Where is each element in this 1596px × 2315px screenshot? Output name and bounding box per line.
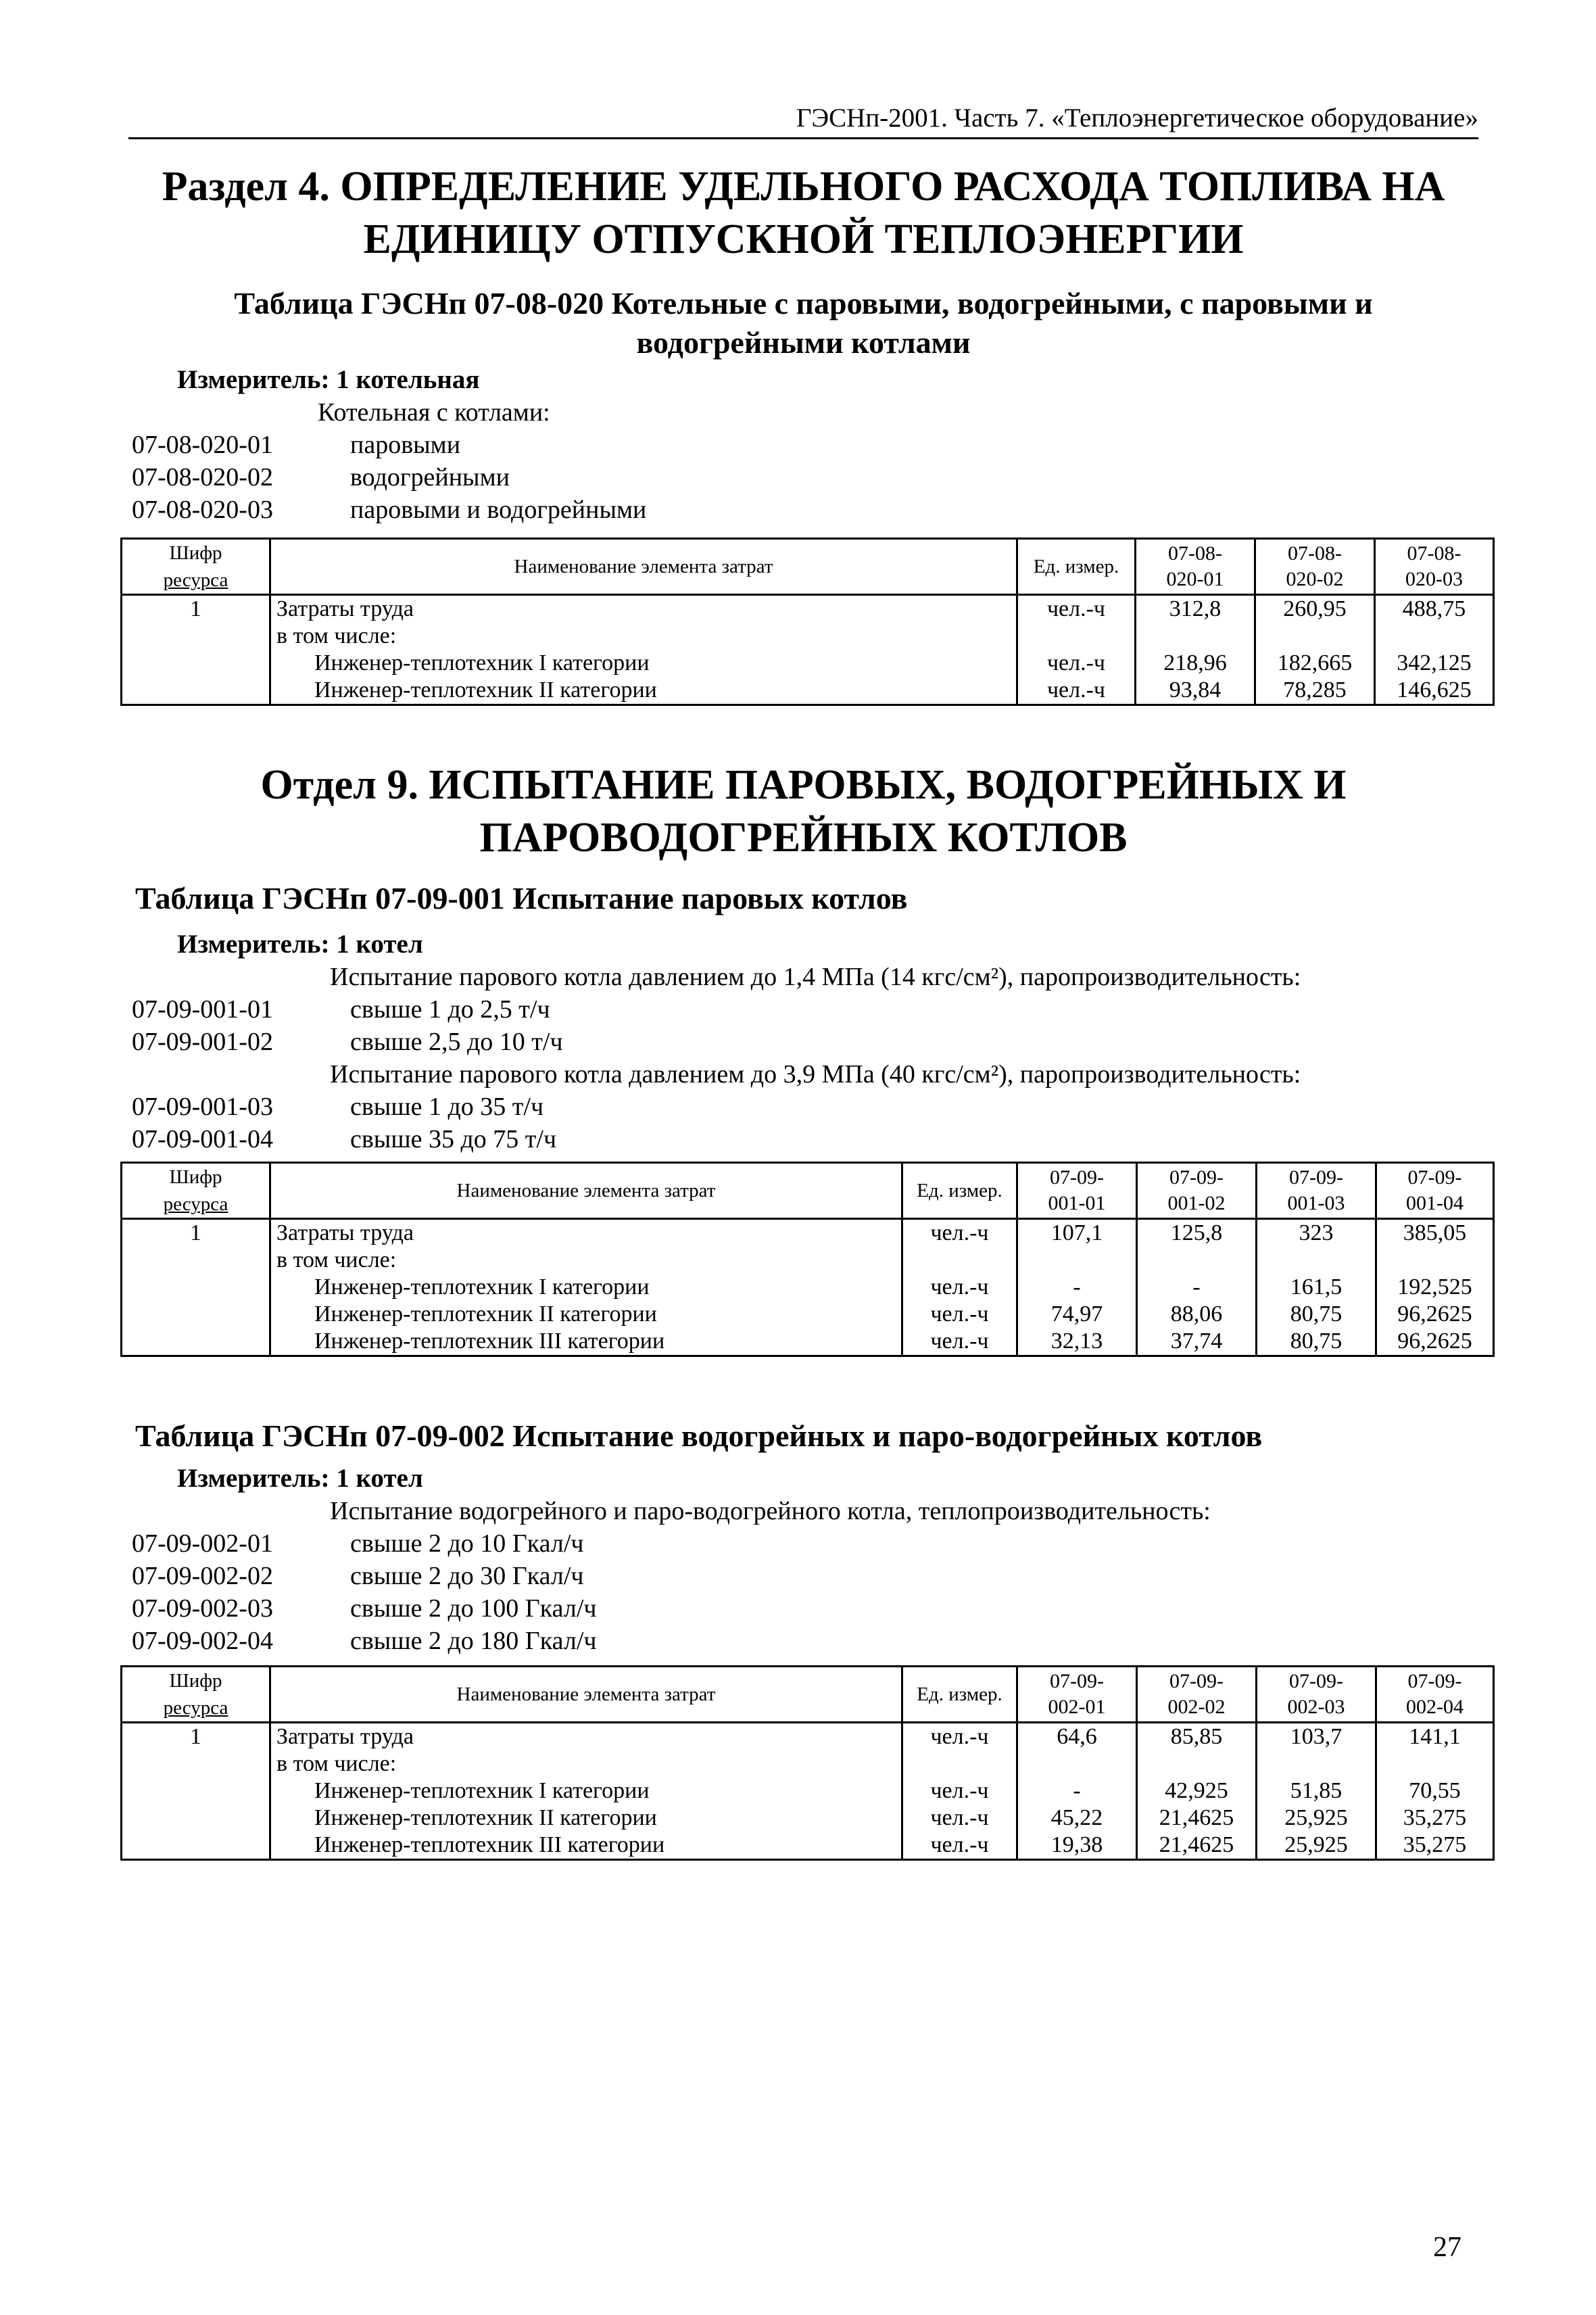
unit-cell: чел.-ч <box>902 1274 1017 1301</box>
value-cell: 218,96 <box>1136 650 1255 677</box>
value-cell: 25,925 <box>1257 1832 1376 1860</box>
value-cell: 64,6 <box>1017 1723 1137 1751</box>
value-cell: 45,22 <box>1017 1805 1137 1832</box>
value-cell: - <box>1017 1274 1137 1301</box>
name-header: Наименование элемента затрат <box>270 1163 902 1219</box>
value-cell: 35,275 <box>1376 1832 1494 1860</box>
table3-item-desc: свыше 2 до 180 Гкал/ч <box>350 1627 597 1655</box>
code-header: 07-09- 002-01 <box>1017 1667 1137 1723</box>
code-header: 07-09- 002-04 <box>1376 1667 1494 1723</box>
res-cell <box>122 1832 270 1860</box>
table3-item-desc: свыше 2 до 100 Гкал/ч <box>350 1594 597 1623</box>
unit-cell: чел.-ч <box>902 1805 1017 1832</box>
name-cell: Инженер-теплотехник I категории <box>270 1274 902 1301</box>
value-cell: 107,1 <box>1017 1219 1137 1247</box>
table1-item-desc: паровыми <box>350 431 461 459</box>
res-cell <box>122 1777 270 1805</box>
value-cell: 78,285 <box>1255 677 1375 705</box>
unit-cell: чел.-ч <box>902 1301 1017 1328</box>
value-cell: 260,95 <box>1255 595 1375 623</box>
table-header-row <box>122 1667 1494 1723</box>
unit-header: Ед. измер. <box>902 1163 1017 1219</box>
value-cell <box>1255 623 1375 650</box>
res-header: Шифр ресурса <box>122 1667 270 1723</box>
table-row <box>122 677 1494 705</box>
value-cell: 342,125 <box>1375 650 1494 677</box>
running-head-rule <box>128 137 1478 139</box>
value-cell: 93,84 <box>1136 677 1255 705</box>
unit-cell: чел.-ч <box>902 1832 1017 1860</box>
value-cell <box>1375 623 1494 650</box>
value-cell: 74,97 <box>1017 1301 1137 1328</box>
res-cell: 1 <box>122 595 270 623</box>
name-cell: Инженер-теплотехник III категории <box>270 1328 902 1356</box>
table1-title: Таблица ГЭСНп 07-08-020 Котельные с паровыми, водогрейными, с паровыми и водогрейными котлами <box>234 286 1373 360</box>
table-row <box>122 1723 1494 1751</box>
value-cell: 125,8 <box>1137 1219 1257 1247</box>
value-cell: 21,4625 <box>1137 1832 1257 1860</box>
table1-item-code: 07-08-020-03 <box>132 496 273 524</box>
table-row <box>122 1328 1494 1356</box>
table2-item-code: 07-09-001-02 <box>132 1028 273 1056</box>
value-cell: 96,2625 <box>1376 1301 1494 1328</box>
table-row <box>122 1301 1494 1328</box>
name-cell: Затраты труда <box>270 1219 902 1247</box>
name-cell: в том числе: <box>270 623 1017 650</box>
table3-grid <box>120 1665 1495 1861</box>
table3-item-code: 07-09-002-01 <box>132 1529 273 1558</box>
value-cell: 103,7 <box>1257 1723 1376 1751</box>
table1-grid <box>120 538 1495 706</box>
name-cell: Инженер-теплотехник II категории <box>270 677 1017 705</box>
res-cell: 1 <box>122 1723 270 1751</box>
table2-group-label: Испытание парового котла давлением до 1,4 МПа (14 кгс/см²), паропроизводительность: <box>330 963 1301 991</box>
unit-cell: чел.-ч <box>1017 650 1136 677</box>
value-cell <box>1376 1247 1494 1274</box>
table-header-row <box>122 1163 1494 1219</box>
table1-item-desc: паровыми и водогрейными <box>350 496 647 524</box>
value-cell <box>1257 1750 1376 1777</box>
name-cell: в том числе: <box>270 1750 902 1777</box>
value-cell: 182,665 <box>1255 650 1375 677</box>
table2-item-desc: свыше 2,5 до 10 т/ч <box>350 1028 563 1056</box>
table2-grid <box>120 1162 1495 1357</box>
unit-cell: чел.-ч <box>1017 677 1136 705</box>
value-cell: 37,74 <box>1137 1328 1257 1356</box>
code-header: 07-09- 001-04 <box>1376 1163 1494 1219</box>
res-header: Шифр ресурса <box>122 1163 270 1219</box>
table-row <box>122 1832 1494 1860</box>
code-header: 07-09- 002-03 <box>1257 1667 1376 1723</box>
value-cell: 192,525 <box>1376 1274 1494 1301</box>
value-cell: 141,1 <box>1376 1723 1494 1751</box>
res-cell <box>122 650 270 677</box>
name-cell: Инженер-теплотехник III категории <box>270 1832 902 1860</box>
name-cell: Инженер-теплотехник I категории <box>270 650 1017 677</box>
table2-group-label: Испытание парового котла давлением до 3,9 МПа (40 кгс/см²), паропроизводительность: <box>330 1060 1301 1089</box>
name-cell: Инженер-теплотехник I категории <box>270 1777 902 1805</box>
table-row <box>122 1777 1494 1805</box>
value-cell <box>1376 1750 1494 1777</box>
res-cell <box>122 1247 270 1274</box>
table-row <box>122 595 1494 623</box>
name-cell: Затраты труда <box>270 1723 902 1751</box>
name-cell: в том числе: <box>270 1247 902 1274</box>
table2-item-desc: свыше 1 до 2,5 т/ч <box>350 995 550 1024</box>
res-cell <box>122 1750 270 1777</box>
name-header: Наименование элемента затрат <box>270 1667 902 1723</box>
unit-cell: чел.-ч <box>902 1723 1017 1751</box>
name-header: Наименование элемента затрат <box>270 539 1017 595</box>
value-cell: 35,275 <box>1376 1805 1494 1832</box>
value-cell: 88,06 <box>1137 1301 1257 1328</box>
code-header: 07-09- 002-02 <box>1137 1667 1257 1723</box>
value-cell: 323 <box>1257 1219 1376 1247</box>
res-cell <box>122 677 270 705</box>
table1-item-desc: водогрейными <box>350 463 510 492</box>
unit-cell <box>902 1247 1017 1274</box>
table1-meter: Измеритель: 1 котельная <box>177 365 480 394</box>
res-cell <box>122 623 270 650</box>
value-cell <box>1136 623 1255 650</box>
res-cell <box>122 1328 270 1356</box>
table3-item-code: 07-09-002-02 <box>132 1562 273 1590</box>
value-cell <box>1017 1247 1137 1274</box>
table3-item-desc: свыше 2 до 10 Гкал/ч <box>350 1529 584 1558</box>
unit-cell: чел.-ч <box>1017 595 1136 623</box>
res-cell <box>122 1805 270 1832</box>
table1-item-code: 07-08-020-01 <box>132 431 273 459</box>
unit-cell: чел.-ч <box>902 1328 1017 1356</box>
value-cell: 70,55 <box>1376 1777 1494 1805</box>
table2-item-desc: свыше 1 до 35 т/ч <box>350 1093 544 1121</box>
value-cell: 42,925 <box>1137 1777 1257 1805</box>
table2-item-code: 07-09-001-03 <box>132 1093 273 1121</box>
running-head: ГЭСНп-2001. Часть 7. «Теплоэнергетическое оборудование» <box>796 103 1478 133</box>
table-row <box>122 623 1494 650</box>
code-header: 07-09- 001-01 <box>1017 1163 1137 1219</box>
value-cell: 85,85 <box>1137 1723 1257 1751</box>
table3-meter: Измеритель: 1 котел <box>177 1464 423 1493</box>
table-row <box>122 1805 1494 1832</box>
table2-title: Таблица ГЭСНп 07-09-001 Испытание паровых котлов <box>135 881 908 915</box>
res-cell <box>122 1301 270 1328</box>
section-title: Раздел 4. ОПРЕДЕЛЕНИЕ УДЕЛЬНОГО РАСХОДА ТОПЛИВА НА ЕДИНИЦУ ОТПУСКНОЙ ТЕПЛОЭНЕРГИИ <box>162 164 1445 262</box>
table1-group-label: Котельная с котлами: <box>318 398 550 427</box>
unit-cell: чел.-ч <box>902 1219 1017 1247</box>
table2-item-desc: свыше 35 до 75 т/ч <box>350 1125 557 1153</box>
table3-item-desc: свыше 2 до 30 Гкал/ч <box>350 1562 584 1590</box>
table2-item-code: 07-09-001-01 <box>132 995 273 1024</box>
unit-cell: чел.-ч <box>902 1777 1017 1805</box>
code-header: 07-08- 020-03 <box>1375 539 1494 595</box>
value-cell: 32,13 <box>1017 1328 1137 1356</box>
table3-item-code: 07-09-002-03 <box>132 1594 273 1623</box>
res-header: Шифр ресурса <box>122 539 270 595</box>
table1-item-code: 07-08-020-02 <box>132 463 273 492</box>
value-cell: 312,8 <box>1136 595 1255 623</box>
code-header: 07-09- 001-02 <box>1137 1163 1257 1219</box>
value-cell: 385,05 <box>1376 1219 1494 1247</box>
table-row <box>122 1247 1494 1274</box>
value-cell: 51,85 <box>1257 1777 1376 1805</box>
value-cell <box>1017 1750 1137 1777</box>
unit-header: Ед. измер. <box>902 1667 1017 1723</box>
name-cell: Затраты труда <box>270 595 1017 623</box>
value-cell: - <box>1137 1274 1257 1301</box>
res-cell: 1 <box>122 1219 270 1247</box>
value-cell <box>1137 1750 1257 1777</box>
table-row <box>122 1219 1494 1247</box>
unit-header: Ед. измер. <box>1017 539 1136 595</box>
unit-cell <box>902 1750 1017 1777</box>
value-cell: 21,4625 <box>1137 1805 1257 1832</box>
page-number: 27 <box>1433 2232 1461 2263</box>
department-title: Отдел 9. ИСПЫТАНИЕ ПАРОВЫХ, ВОДОГРЕЙНЫХ И ПАРОВОДОГРЕЙНЫХ КОТЛОВ <box>260 762 1347 861</box>
value-cell: 488,75 <box>1375 595 1494 623</box>
table3-item-code: 07-09-002-04 <box>132 1627 273 1655</box>
res-cell <box>122 1274 270 1301</box>
table3-group-label: Испытание водогрейного и паро-водогрейного котла, теплопроизводительность: <box>330 1497 1211 1525</box>
code-header: 07-08- 020-02 <box>1255 539 1375 595</box>
table2-item-code: 07-09-001-04 <box>132 1125 273 1153</box>
value-cell: 25,925 <box>1257 1805 1376 1832</box>
unit-cell <box>1017 623 1136 650</box>
table-header-row <box>122 539 1494 595</box>
code-header: 07-08- 020-01 <box>1136 539 1255 595</box>
table2-meter: Измеритель: 1 котел <box>177 930 423 959</box>
name-cell: Инженер-теплотехник II категории <box>270 1805 902 1832</box>
value-cell: 96,2625 <box>1376 1328 1494 1356</box>
value-cell: - <box>1017 1777 1137 1805</box>
table-row <box>122 1750 1494 1777</box>
name-cell: Инженер-теплотехник II категории <box>270 1301 902 1328</box>
table-row <box>122 650 1494 677</box>
value-cell: 80,75 <box>1257 1328 1376 1356</box>
value-cell: 19,38 <box>1017 1832 1137 1860</box>
value-cell <box>1257 1247 1376 1274</box>
value-cell: 146,625 <box>1375 677 1494 705</box>
value-cell: 161,5 <box>1257 1274 1376 1301</box>
table-row <box>122 1274 1494 1301</box>
table3-title: Таблица ГЭСНп 07-09-002 Испытание водогрейных и паро-водогрейных котлов <box>135 1418 1263 1453</box>
value-cell: 80,75 <box>1257 1301 1376 1328</box>
code-header: 07-09- 001-03 <box>1257 1163 1376 1219</box>
value-cell <box>1137 1247 1257 1274</box>
